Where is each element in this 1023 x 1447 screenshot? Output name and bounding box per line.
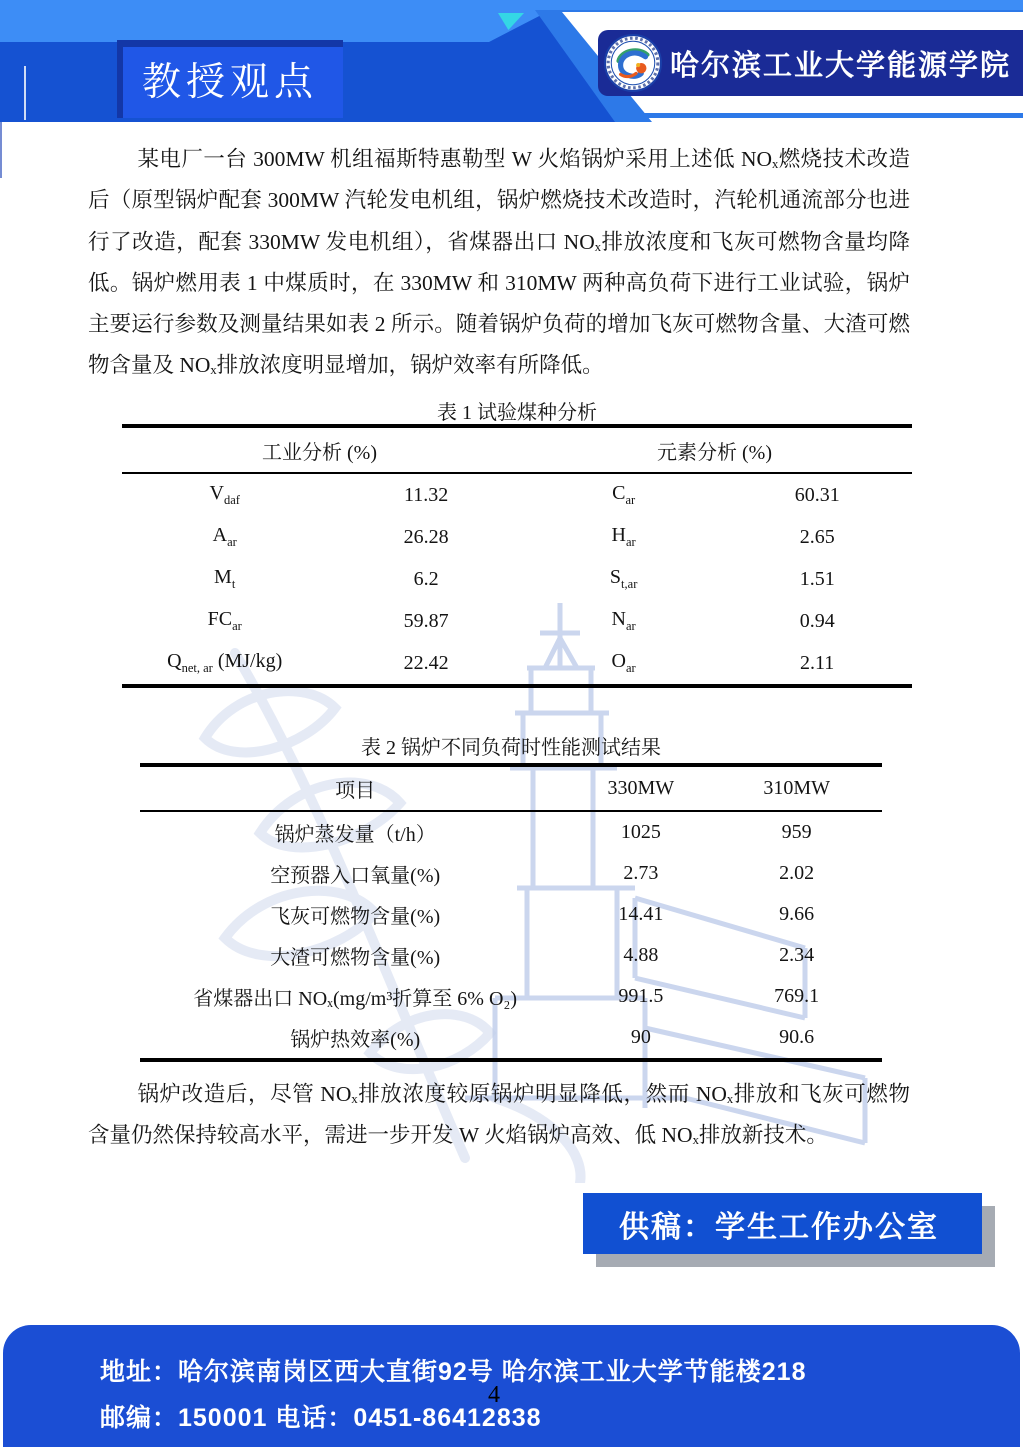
table-cell: 769.1 — [774, 985, 820, 1007]
table-row — [140, 976, 882, 1017]
table-cell: $C_{ar}$ — [612, 482, 636, 507]
table-cell: $FC_{ar}$ — [207, 608, 242, 633]
page-number: 4 — [488, 1382, 500, 1408]
table1-caption: 表 1 试验煤种分析 — [437, 402, 597, 424]
table-cell: 2.73 — [623, 862, 659, 884]
table-cell: $H_{ar}$ — [611, 524, 636, 549]
table2-caption: 表 2 锅炉不同负荷时性能测试结果 — [361, 737, 661, 759]
table-header-row — [122, 428, 912, 474]
table-row — [122, 516, 912, 558]
table-row — [140, 1017, 882, 1058]
table-cell: 90.6 — [779, 1026, 815, 1048]
table-cell: 59.87 — [403, 609, 449, 632]
table-cell: 飞灰可燃物含量(%) — [270, 906, 441, 928]
table-row — [122, 558, 912, 600]
table-row — [122, 600, 912, 642]
table-cell: 14.41 — [618, 903, 664, 925]
column-header: 项目 — [335, 780, 376, 802]
table-cell: 991.5 — [618, 985, 664, 1007]
table-cell: 60.31 — [794, 483, 840, 506]
column-header: 310MW — [763, 777, 830, 799]
header-tick-line — [24, 66, 26, 120]
column-header: 330MW — [607, 777, 675, 799]
table-cell: 2.02 — [779, 862, 815, 884]
table-cell: 2.65 — [799, 525, 835, 548]
body-paragraph-2: 锅炉改造后，尽管 NOₓ排放浓度较原锅炉明显降低，然而 NOₓ排放和飞灰可燃物含量仍然保持较高水平，需进一步开发 W 火焰锅炉高效、低 NOₓ排放新技术。 — [88, 1082, 910, 1148]
table-cell: 4.88 — [623, 944, 659, 966]
footer-postal-phone: 邮编：150001 电话：0451-86412838 — [100, 1404, 542, 1432]
table-cell: 空预器入口氧量(%) — [270, 865, 441, 887]
table-cell: $O_{ar}$ — [611, 650, 636, 675]
section-title-box — [117, 40, 343, 118]
table-cell: 0.94 — [799, 609, 835, 632]
table-row — [140, 894, 882, 935]
table-cell: $Q_{net, ar}$ (MJ/kg) — [167, 650, 283, 675]
table-cell: 1.51 — [799, 567, 835, 590]
contributor-banner — [583, 1193, 982, 1254]
org-name: 哈尔滨工业大学能源学院 — [670, 49, 1012, 82]
table-cell: $M_t$ — [214, 566, 236, 591]
section-title: 教授观点 — [141, 61, 318, 104]
table-cell: 90 — [630, 1026, 651, 1048]
page-header — [0, 0, 1023, 122]
header-underline — [615, 113, 1023, 118]
table-cell: 22.42 — [403, 651, 449, 674]
column-header: 工业分析 (%) — [262, 441, 377, 464]
table-cell: $N_{ar}$ — [611, 608, 636, 633]
table-cell: 11.32 — [404, 483, 449, 506]
contributor-text: 供稿：学生工作办公室 — [619, 1210, 939, 1244]
table-cell: 6.2 — [413, 567, 439, 590]
college-logo-icon — [604, 34, 662, 92]
page-footer — [3, 1325, 1020, 1447]
table-cell: 锅炉蒸发量（t/h） — [274, 824, 436, 846]
body-paragraph-1: 某电厂一台 300MW 机组福斯特惠勒型 W 火焰锅炉采用上述低 NOₓ燃烧技术改造后（原型锅炉配套 300MW 汽轮发电机组，锅炉燃烧技术改造时，汽轮机通流部分也进行了改造，配套 330MW 发电机组），省煤器出口 NOₓ排放浓度和飞灰可燃物含量均降低。锅炉燃用表 1 中煤质时，在 330MW 和 310MW 两种高负荷下进行工业试验，锅炉主要运行参数及测量结果如表 2 所示。随着锅炉负荷的增加飞灰可燃物含量、大渣可燃物含量及 NOₓ排放浓度明显增加，锅炉效率有所降低。 — [88, 147, 910, 378]
boiler-performance-table — [140, 763, 882, 1062]
table-cell: 省煤器出口 NOₓ(mg/m³折算至 6% O₂) — [193, 988, 518, 1010]
table-cell: 2.34 — [779, 944, 815, 966]
footer-address: 地址：哈尔滨南岗区西大直街92号 哈尔滨工业大学节能楼218 — [100, 1358, 807, 1386]
table-cell: 1025 — [620, 821, 661, 843]
table-row — [122, 474, 912, 516]
table-row — [122, 642, 912, 684]
table-cell: 2.11 — [800, 651, 835, 674]
table-cell: 9.66 — [779, 903, 815, 925]
table-cell: $A_{ar}$ — [212, 524, 237, 549]
left-edge-mark — [0, 122, 2, 178]
table-header-row — [140, 767, 882, 812]
table-cell: 959 — [781, 821, 812, 843]
column-header: 元素分析 (%) — [657, 441, 772, 464]
table-row — [140, 853, 882, 894]
table-cell: 大渣可燃物含量(%) — [270, 947, 441, 969]
table-cell: $S_{t,ar}$ — [609, 566, 638, 591]
table-cell: 26.28 — [403, 525, 449, 548]
table-cell: $V_{daf}$ — [209, 482, 240, 507]
coal-analysis-table — [122, 424, 912, 688]
table-row — [140, 935, 882, 976]
table-row — [140, 812, 882, 853]
org-banner — [598, 30, 1023, 96]
table-cell: 锅炉热效率(%) — [290, 1029, 421, 1051]
